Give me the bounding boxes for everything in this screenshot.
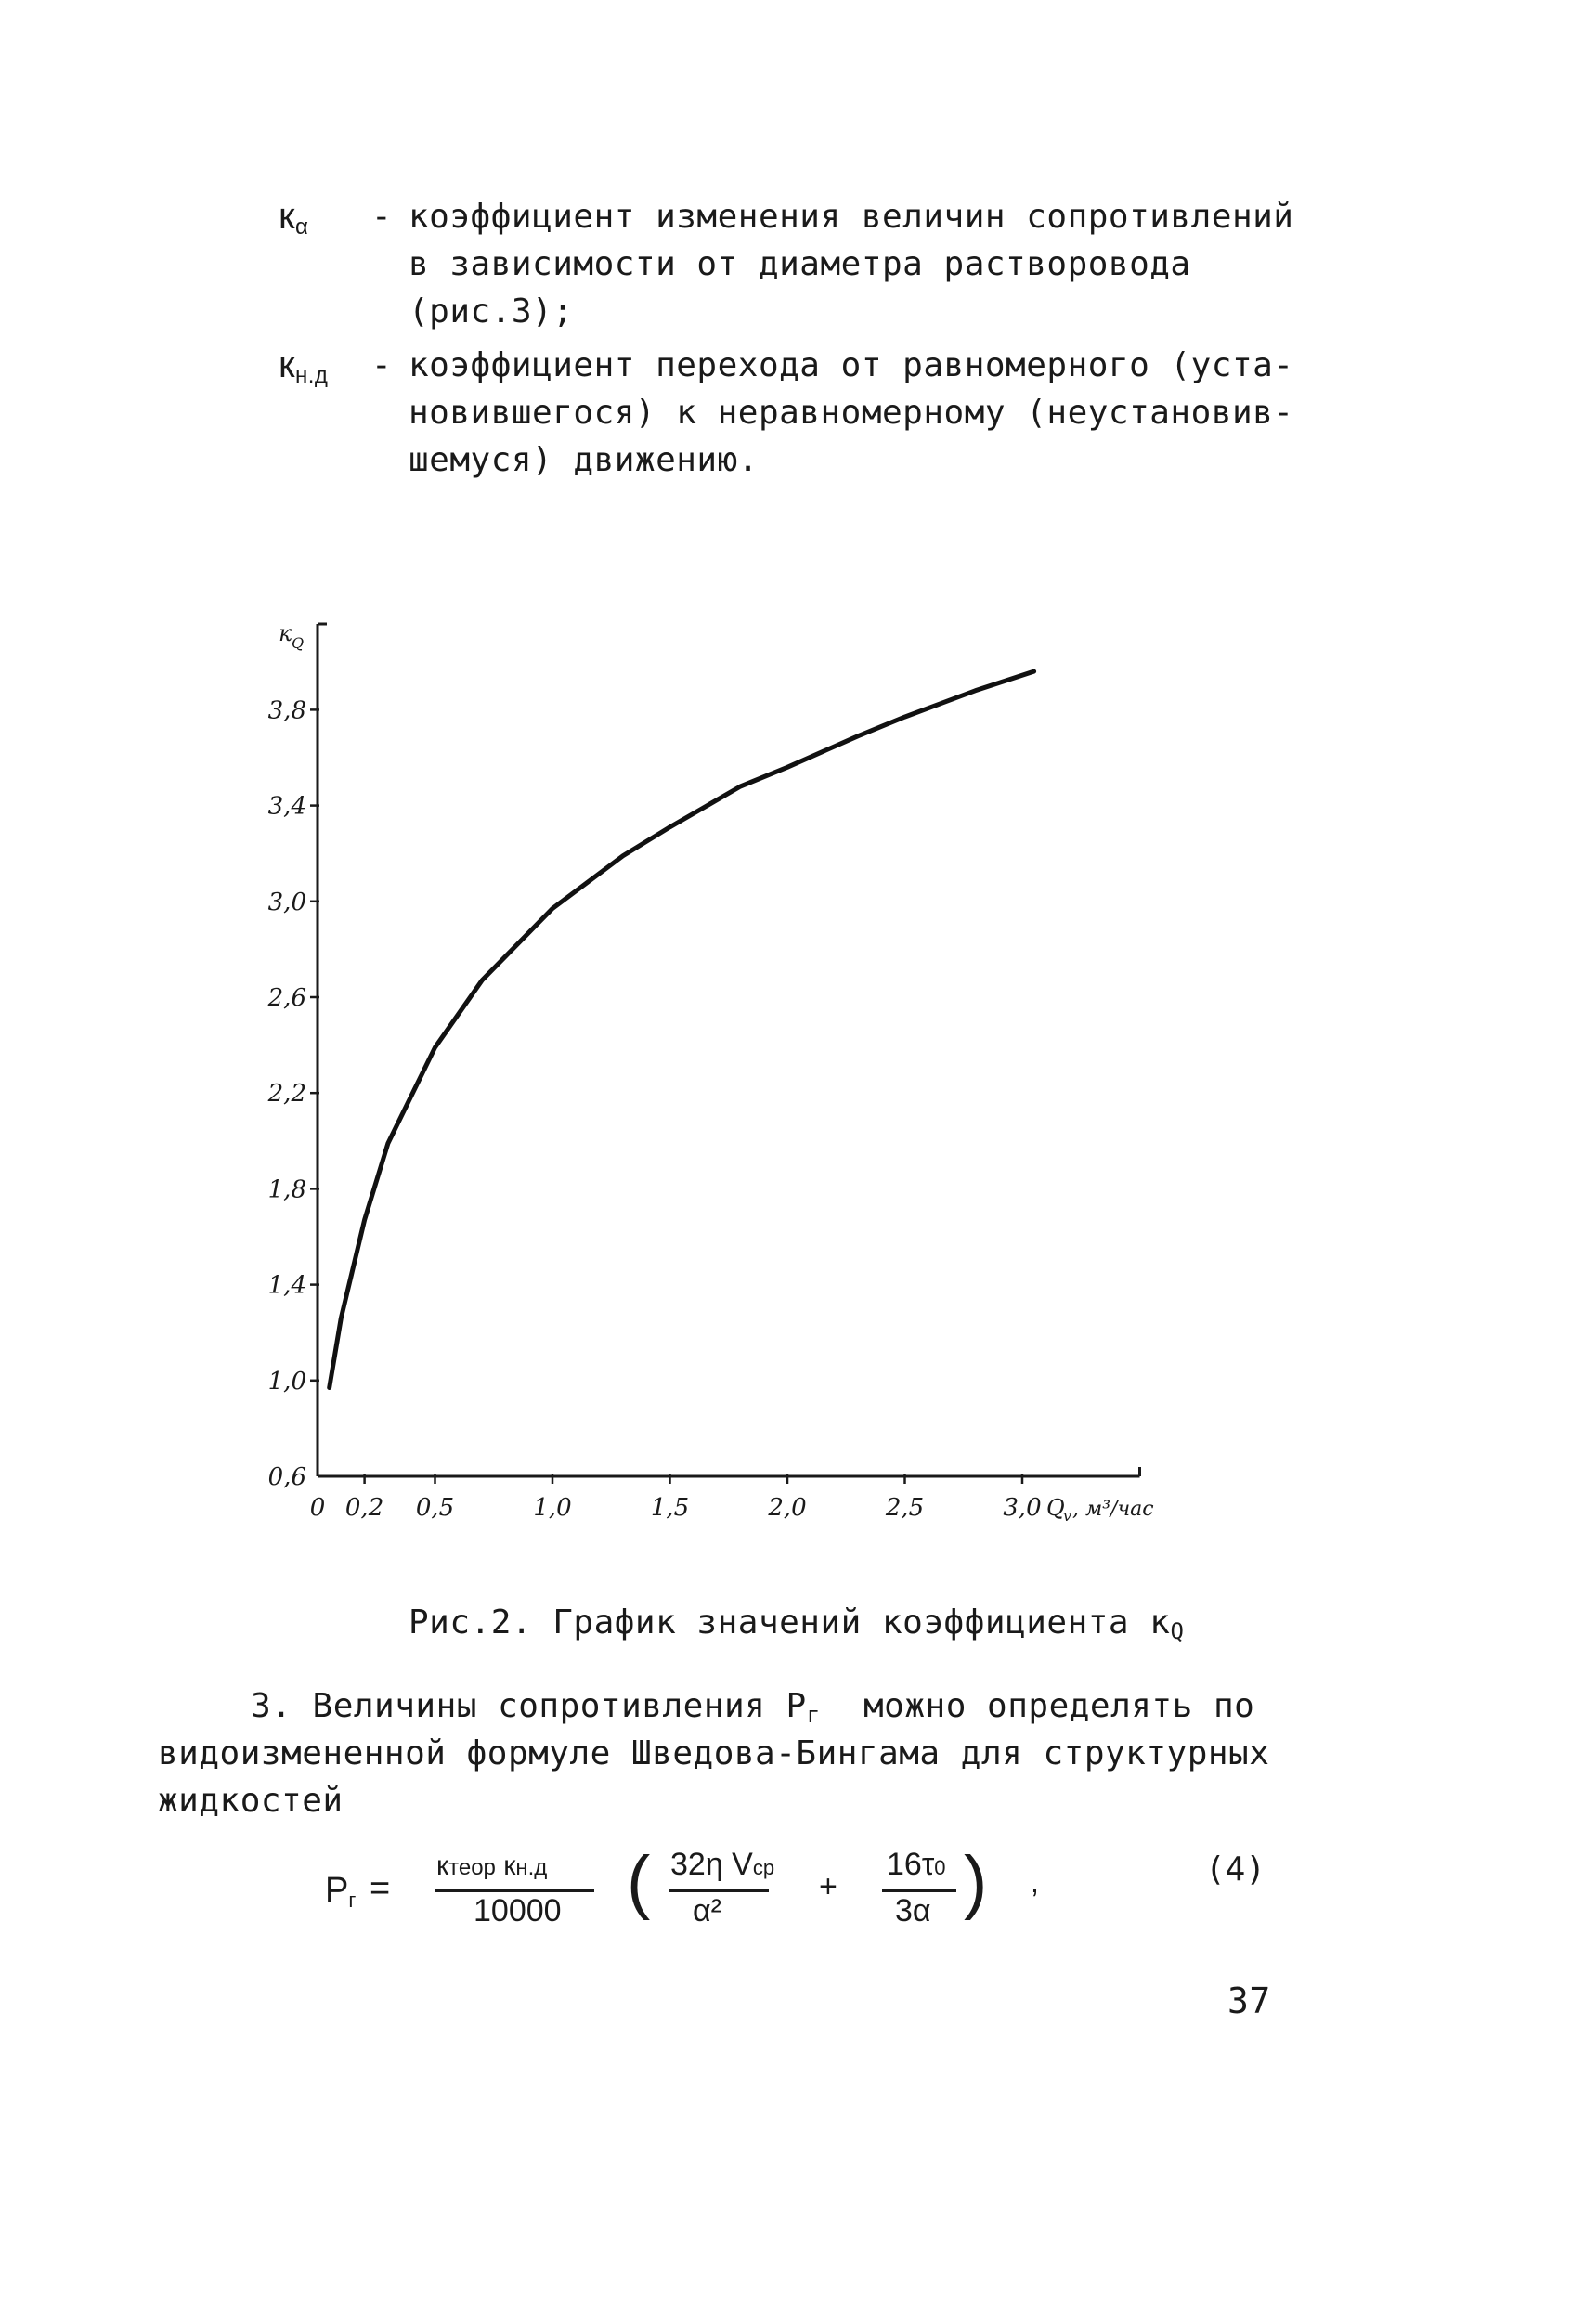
formula-frac3-numerator: 16τ0 (887, 1847, 946, 1882)
formula-frac1-numerator: ктеор кн.д (436, 1850, 548, 1881)
y-axis-label: к (279, 620, 292, 646)
formula-frac3-denominator: 3α (895, 1893, 931, 1928)
paragraph-line: 3. Величины сопротивления $P_г$ (251, 1687, 821, 1728)
y-axis-label-sub: Q (292, 634, 305, 652)
definition-k-nd (279, 342, 328, 399)
formula-number: (4) (1205, 1850, 1266, 1889)
definition-line: коэффициент перехода от равномерного (уста- (409, 346, 1294, 384)
definition-k-alpha (279, 193, 308, 251)
y-tick-label: 0,6 (267, 1463, 306, 1491)
kq-curve (330, 671, 1034, 1387)
paragraph-line: видоизмененной формуле Шведова-Бингама для структурных (158, 1734, 1270, 1772)
x-tick-label: 3,0 (1003, 1494, 1042, 1522)
formula-equals: = (370, 1869, 391, 1908)
x-tick-label: 1,5 (650, 1494, 690, 1522)
definition-dash: - (371, 346, 393, 384)
formula-right-paren: ) (964, 1842, 988, 1921)
formula-lhs: Pг (325, 1871, 357, 1912)
formula-frac1-denominator: 10000 (474, 1893, 562, 1928)
figure-caption: Рис.2. График значений коэффициента $к_Q$ (409, 1603, 1185, 1644)
formula-frac2-denominator: α² (693, 1893, 721, 1928)
paragraph-subscript: г (806, 1702, 821, 1728)
x-tick-label: 0 (309, 1494, 326, 1522)
y-tick-label: 2,6 (267, 984, 306, 1012)
paragraph-line: жидкостей (158, 1782, 344, 1820)
x-tick-label: 2,0 (768, 1494, 807, 1522)
paragraph-line-tail: можно определять по (863, 1687, 1255, 1725)
y-tick-label: 1,4 (267, 1271, 306, 1300)
formula (325, 1842, 1266, 1945)
x-axis-unit: , м³/час (1072, 1498, 1154, 1521)
symbol-k-nd: $к_{н.д}$ (279, 344, 329, 388)
definition-line: (рис.3); (409, 292, 574, 331)
x-axis-label: Q (1046, 1495, 1065, 1521)
y-tick-label: 3,0 (267, 888, 306, 916)
formula-frac2-numerator: 32η Vср (670, 1847, 775, 1882)
definition-line: коэффициент изменения величин сопротивлений (409, 198, 1294, 236)
x-tick-label: 1,0 (533, 1494, 572, 1522)
symbol-k-alpha: $к_\alpha$ (279, 196, 309, 240)
definition-line: новившегося) к неравномерному (неустановив- (409, 394, 1294, 432)
x-axis-label-sub: v (1063, 1507, 1072, 1525)
formula-comma: , (1031, 1865, 1039, 1899)
definition-line: в зависимости от диаметра растворовода (409, 245, 1191, 283)
formula-frac3-bar (882, 1889, 956, 1892)
kq-chart (251, 604, 1179, 1551)
y-tick-label: 1,8 (267, 1175, 306, 1204)
formula-left-paren: ( (627, 1842, 651, 1921)
y-tick-label: 2,2 (267, 1080, 306, 1109)
x-tick-label: 0,5 (415, 1494, 455, 1522)
formula-plus: + (819, 1869, 837, 1904)
formula-frac1-bar (435, 1889, 594, 1892)
y-tick-label: 3,8 (267, 696, 306, 725)
definition-dash: - (371, 198, 393, 236)
y-tick-label: 1,0 (267, 1367, 306, 1396)
formula-frac2-bar (669, 1889, 769, 1892)
definition-line: шемуся) движению. (409, 441, 759, 479)
x-tick-label: 0,2 (344, 1494, 384, 1522)
x-tick-label: 2,5 (885, 1494, 925, 1522)
y-tick-label: 3,4 (267, 792, 306, 821)
page-number: 37 (1227, 1980, 1271, 2021)
